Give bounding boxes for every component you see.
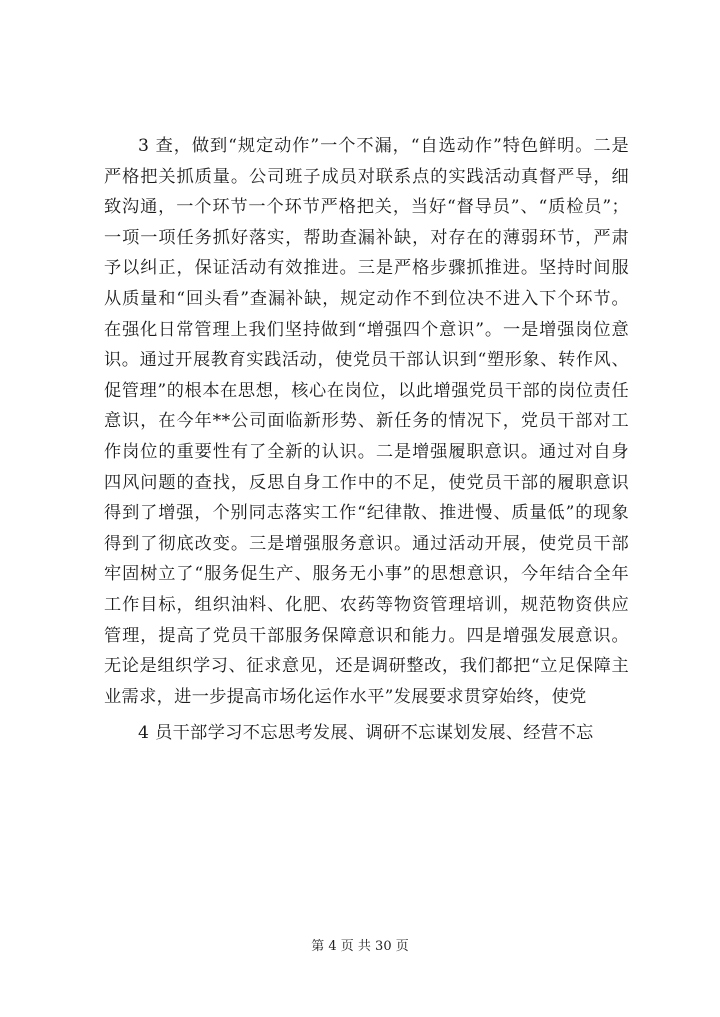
- paragraph-2: 4 员干部学习不忘思考发展、调研不忘谋划发展、经营不忘: [138, 723, 594, 744]
- paragraph-1: 3 查，做到“规定动作”一个不漏，“自选动作”特色鲜明。二是严格把关抓质量。公司班子成员对联系点的实践活动真督严导，细致沟通，一个环节一个环节严格把关，当好“督导员”、“质检员”；一项一项任务抓好落实，帮助查漏补缺，对存在的薄弱环节，严肃予以纠正，保证活动有效推进。三是严格步骤抓推进。坚持时间服从质量和“回头看”查漏补缺，规定动作不到位决不进入下个环节。在强化日常管理上我们坚持做到“增强四个意识”。一是增强岗位意识。通过开展教育实践活动，使党员干部认识到“塑形象、转作风、促管理”的根本在思想，核心在岗位，以此增强党员干部的岗位责任意识，在今年**公司面临新形势、新任务的情况下，党员干部对工作岗位的重要性有了全新的认识。二是增强履职意识。通过对自身四风问题的查找，反思自身工作中的不足，使党员干部的履职意识得到了增强，个别同志落实工作“纪律散、推进慢、质量低”的现象得到了彻底改变。三是增强服务意识。通过活动开展，使党员干部牢固树立了“服务促生产、服务无小事”的思想意识，今年结合全年工作目标，组织油料、化肥、农药等物资管理培训，规范物资供应管理，提高了党员干部服务保障意识和能力。四是增强发展意识。无论是组织学习、征求意见，还是调研整改，我们都把“立足保障主业需求，进一步提高市场化运作水平”发展要求贯穿始终，使党: [104, 136, 629, 707]
- document-body: [104, 131, 629, 749]
- page-number-footer: 第 4 页 共 30 页: [311, 939, 409, 954]
